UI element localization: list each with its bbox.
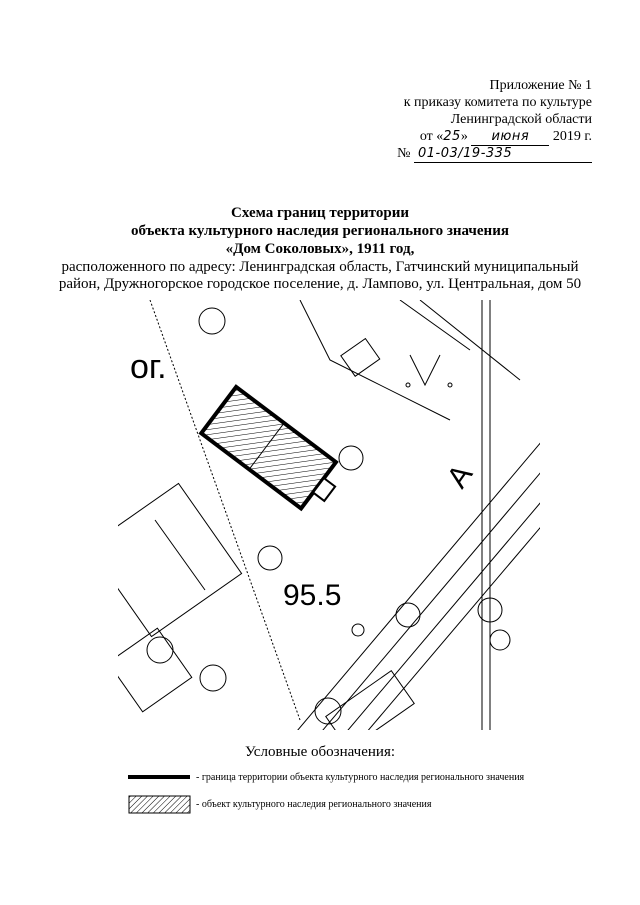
number-value: 01-03/19-335 bbox=[414, 146, 592, 163]
date-prefix: от « bbox=[419, 129, 444, 144]
label-elevation: 95.5 bbox=[283, 579, 342, 612]
tree-7 bbox=[396, 603, 420, 627]
tree-1 bbox=[199, 308, 225, 334]
point-1 bbox=[406, 383, 410, 387]
date-year: 2019 г. bbox=[552, 129, 592, 144]
tree-2 bbox=[339, 446, 363, 470]
heading-line-5: район, Дружногорское городское поселение, д. Лампово, ул. Центральная, дом 50 bbox=[58, 276, 582, 292]
heading-line-2: объекта культурного наследия регионального значения bbox=[131, 223, 509, 239]
tree-10 bbox=[352, 624, 364, 636]
label-og: ог. bbox=[130, 348, 167, 386]
point-2 bbox=[448, 383, 452, 387]
legend-title: Условные обозначения: bbox=[244, 744, 396, 760]
building-bottom bbox=[326, 671, 414, 750]
legend-item-heritage: - объект культурного наследия регионального значения bbox=[196, 799, 432, 810]
plot-boundary-4 bbox=[420, 300, 520, 380]
building-left-1 bbox=[88, 483, 241, 636]
tree-5 bbox=[200, 665, 226, 691]
plot-boundary-2 bbox=[400, 300, 470, 350]
heritage-building bbox=[201, 387, 347, 517]
tree-3 bbox=[258, 546, 282, 570]
tree-9 bbox=[490, 630, 510, 650]
plot-boundary-3 bbox=[150, 300, 300, 720]
legend-symbols bbox=[128, 770, 192, 820]
building-left-2 bbox=[108, 628, 192, 712]
building-left-1-divider bbox=[155, 520, 205, 590]
heading-line-4: расположенного по адресу: Ленинградская область, Гатчинский муниципальный bbox=[61, 259, 579, 275]
appendix-line-3: Ленинградской области bbox=[450, 112, 592, 127]
v-marker bbox=[410, 355, 440, 385]
date-month: июня bbox=[471, 129, 549, 146]
label-road: А bbox=[440, 458, 480, 495]
appendix-line-1: Приложение № 1 bbox=[489, 78, 592, 93]
heading-line-1: Схема границ территории bbox=[231, 205, 409, 221]
number-prefix: № bbox=[397, 146, 411, 161]
appendix-line-2: к приказу комитета по культуре bbox=[403, 95, 592, 110]
building-small bbox=[341, 339, 380, 377]
date-day: 25 bbox=[443, 129, 461, 144]
plot-boundary-1 bbox=[300, 300, 450, 420]
legend-heritage-symbol bbox=[129, 796, 190, 813]
tree-4 bbox=[147, 637, 173, 663]
heading-line-3: «Дом Соколовых», 1911 год, bbox=[225, 241, 415, 257]
date-mid: » bbox=[460, 129, 468, 144]
legend-item-boundary: - граница территории объекта культурного наследия регионального значения bbox=[196, 772, 525, 783]
